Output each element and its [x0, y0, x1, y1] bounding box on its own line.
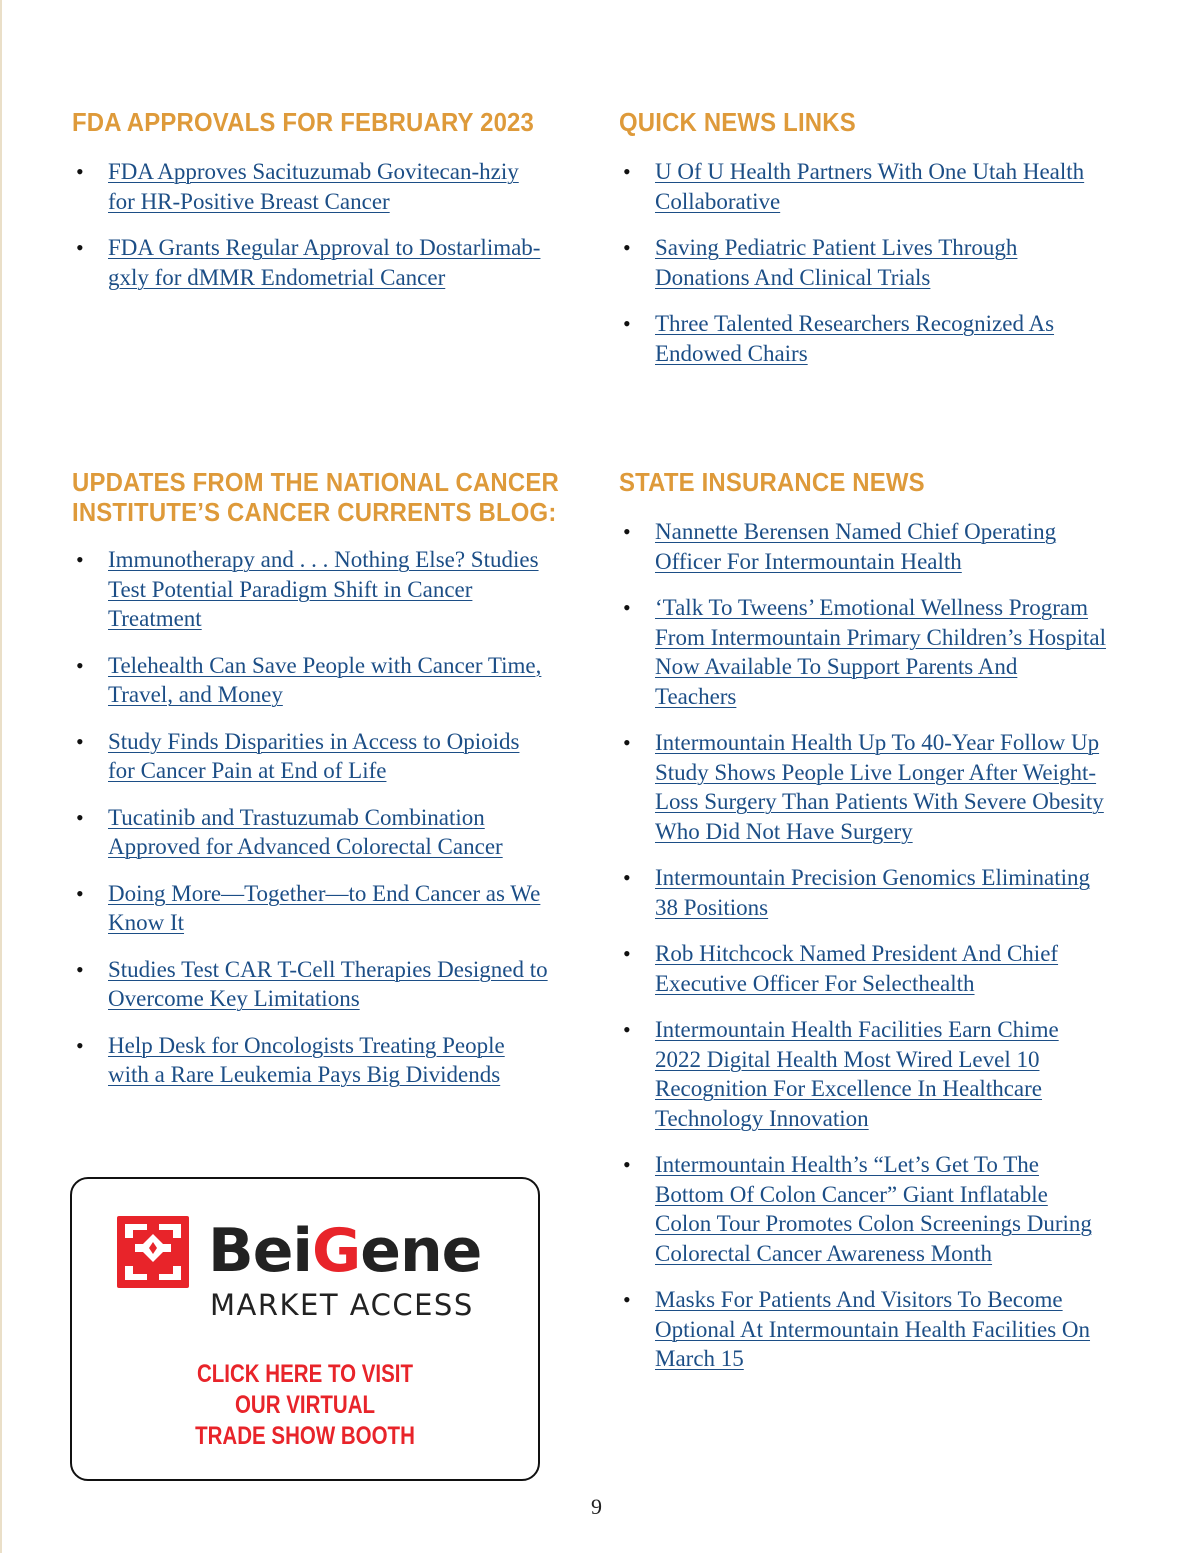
news-link-line: Intermountain Precision Genomics Eliminating — [655, 865, 1091, 890]
news-link-line: Rob Hitchcock Named President And Chief — [655, 941, 1059, 966]
news-link[interactable] — [655, 1015, 1159, 1133]
news-link-line: 2022 Digital Health Most Wired Level 10 — [655, 1046, 1040, 1072]
list-item — [72, 1031, 592, 1090]
news-link-line: U Of U Health Partners With One Utah Health — [655, 159, 1085, 184]
news-link-line: Colon Tour Promotes Colon Screenings During — [655, 1211, 1092, 1236]
list-item — [72, 879, 592, 938]
news-link-line: March 15 — [655, 1346, 744, 1371]
bullet-icon: • — [76, 235, 84, 260]
bullet-icon: • — [623, 1287, 631, 1312]
news-link[interactable] — [655, 157, 1159, 216]
news-link-line: Officer For Intermountain Health — [655, 548, 962, 574]
list-item — [72, 727, 592, 786]
news-link-line: Help Desk for Oncologists Treating People — [108, 1032, 505, 1058]
fda-approvals-section — [72, 107, 592, 292]
list-item — [72, 803, 592, 862]
bullet-icon: • — [76, 547, 84, 572]
bullet-icon: • — [623, 730, 631, 755]
news-link-line: Doing More—Together—to End Cancer as We — [108, 880, 541, 906]
list-item — [619, 939, 1159, 998]
market-access-label: MARKET ACCESS — [210, 1288, 474, 1322]
bullet-icon: • — [623, 159, 631, 184]
news-link-line: 38 Positions — [655, 894, 769, 920]
beigene-logo-icon — [117, 1216, 189, 1288]
list-item — [619, 1150, 1159, 1268]
cta-line-3: TRADE SHOW BOOTH — [195, 1422, 415, 1450]
news-link[interactable] — [655, 233, 1159, 292]
bullet-icon: • — [623, 1152, 631, 1177]
news-link-line: Who Did Not Have Surgery — [655, 818, 913, 844]
bullet-icon: • — [623, 941, 631, 966]
list-item — [619, 157, 1159, 216]
news-link-line: Telehealth Can Save People with Cancer Time, — [108, 652, 542, 678]
news-link-line: Know It — [108, 910, 185, 935]
bullet-icon: • — [76, 880, 84, 906]
list-item — [72, 157, 592, 216]
news-link[interactable] — [655, 863, 1159, 922]
page-edge — [0, 0, 2, 1553]
news-link-line: Tucatinib and Trastuzumab Combination — [108, 804, 485, 830]
state-insurance-heading: STATE INSURANCE NEWS — [619, 467, 925, 497]
news-link-line: Nannette Berensen Named Chief Operating — [655, 519, 1057, 544]
news-link-line: Colorectal Cancer Awareness Month — [655, 1240, 993, 1266]
news-link[interactable] — [108, 879, 592, 938]
news-link[interactable] — [108, 1031, 592, 1090]
news-link[interactable] — [655, 1150, 1159, 1268]
news-link-line: Test Potential Paradigm Shift in Cancer — [108, 576, 473, 602]
news-link-line: Intermountain Health Up To 40-Year Follow Up — [655, 730, 1100, 755]
list-item — [619, 593, 1159, 711]
news-link-line: Overcome Key Limitations — [108, 986, 360, 1011]
virtual-booth-link[interactable] — [114, 1359, 496, 1452]
news-link-line: FDA Approves Sacituzumab Govitecan-hziy — [108, 159, 519, 184]
fda-approvals-heading: FDA APPROVALS FOR FEBRUARY 2023 — [72, 107, 535, 137]
news-link-line: Masks For Patients And Visitors To Become — [655, 1287, 1063, 1312]
news-link-line: Travel, and Money — [108, 682, 283, 707]
news-link-line: gxly for dMMR Endometrial Cancer — [108, 264, 446, 290]
news-link-line: for HR-Positive Breast Cancer — [108, 188, 390, 214]
news-link-line: Intermountain Health Facilities Earn Chime — [655, 1017, 1059, 1042]
list-item — [72, 233, 592, 292]
news-link-line: Treatment — [108, 606, 202, 631]
news-link[interactable] — [108, 545, 592, 634]
news-link-line: From Intermountain Primary Children’s Hospital — [655, 624, 1107, 650]
list-item — [619, 233, 1159, 292]
bullet-icon: • — [623, 1017, 631, 1042]
news-link[interactable] — [655, 309, 1159, 368]
news-link-line: ‘Talk To Tweens’ Emotional Wellness Program — [655, 595, 1089, 620]
nci-blog-heading-line-1: UPDATES FROM THE NATIONAL CANCER — [72, 467, 559, 497]
bullet-icon: • — [623, 235, 631, 260]
news-link-line: Donations And Clinical Trials — [655, 264, 931, 290]
bullet-icon: • — [76, 728, 84, 754]
bullet-icon: • — [76, 159, 84, 184]
list-item — [619, 1285, 1159, 1374]
news-link-line: Executive Officer For Selecthealth — [655, 970, 975, 996]
beigene-ad-banner[interactable] — [70, 1177, 540, 1481]
quick-news-list — [619, 157, 1159, 368]
news-link-line: Immunotherapy and . . . Nothing Else? Studies — [108, 547, 539, 572]
news-link[interactable] — [108, 727, 592, 786]
list-item — [619, 309, 1159, 368]
bullet-icon: • — [76, 1032, 84, 1058]
quick-news-section — [619, 107, 1159, 368]
news-link-line: Studies Test CAR T-Cell Therapies Designed to — [108, 956, 548, 982]
news-link-line: Collaborative — [655, 188, 781, 214]
news-link[interactable] — [108, 955, 592, 1014]
bullet-icon: • — [623, 311, 631, 336]
state-insurance-list — [619, 517, 1159, 1374]
news-link-line: Study Shows People Live Longer After Weight- — [655, 759, 1097, 785]
bullet-icon: • — [76, 652, 84, 678]
bullet-icon: • — [76, 804, 84, 830]
news-link-line: Saving Pediatric Patient Lives Through — [655, 235, 1018, 260]
news-link-line: Teachers — [655, 683, 737, 709]
list-item — [72, 545, 592, 634]
page-number: 9 — [591, 1494, 602, 1519]
news-link[interactable] — [108, 803, 592, 862]
beigene-brand-name: BeiGene — [208, 1216, 482, 1286]
list-item — [72, 955, 592, 1014]
list-item — [619, 728, 1159, 846]
news-link-line: for Cancer Pain at End of Life — [108, 758, 387, 783]
news-link-line: FDA Grants Regular Approval to Dostarlimab- — [108, 235, 541, 260]
cta-line-1: CLICK HERE TO VISIT — [196, 1360, 414, 1388]
nci-blog-section — [72, 467, 592, 1090]
news-link-line: Bottom Of Colon Cancer” Giant Inflatable — [655, 1181, 1048, 1207]
list-item — [619, 1015, 1159, 1133]
nci-blog-heading-line-2: INSTITUTE’S CANCER CURRENTS BLOG: — [72, 497, 557, 527]
bullet-icon: • — [76, 956, 84, 982]
news-link-line: Optional At Intermountain Health Facilities On — [655, 1316, 1091, 1342]
news-link-line: Loss Surgery Than Patients With Severe Obesity — [655, 789, 1104, 814]
fda-approvals-list — [72, 157, 592, 292]
news-link[interactable] — [108, 651, 592, 710]
news-link-line: Study Finds Disparities in Access to Opioids — [108, 728, 520, 754]
bullet-icon: • — [623, 519, 631, 544]
news-link-line: Three Talented Researchers Recognized As — [655, 311, 1055, 336]
cta-line-2: OUR VIRTUAL — [234, 1391, 376, 1419]
nci-blog-heading — [72, 467, 559, 527]
list-item — [619, 863, 1159, 922]
news-link-line: Intermountain Health’s “Let’s Get To The — [655, 1152, 1039, 1177]
news-link-line: with a Rare Leukemia Pays Big Dividends — [108, 1062, 501, 1087]
bullet-icon: • — [623, 595, 631, 620]
news-link[interactable] — [108, 233, 592, 292]
news-link-line: Recognition For Excellence In Healthcare — [655, 1076, 1043, 1101]
news-link[interactable] — [108, 157, 592, 216]
news-link-line: Now Available To Support Parents And — [655, 654, 1018, 679]
news-link-line: Approved for Advanced Colorectal Cancer — [108, 834, 503, 859]
news-link[interactable] — [655, 728, 1159, 846]
bullet-icon: • — [623, 865, 631, 890]
news-link[interactable] — [655, 593, 1159, 711]
news-link[interactable] — [655, 1285, 1159, 1374]
nci-blog-list — [72, 545, 592, 1090]
list-item — [619, 517, 1159, 576]
quick-news-heading: QUICK NEWS LINKS — [619, 107, 856, 137]
list-item — [72, 651, 592, 710]
news-link[interactable] — [655, 517, 1159, 576]
news-link-line: Endowed Chairs — [655, 340, 808, 366]
news-link[interactable] — [655, 939, 1159, 998]
news-link-line: Technology Innovation — [655, 1105, 869, 1131]
state-insurance-section — [619, 467, 1159, 1374]
